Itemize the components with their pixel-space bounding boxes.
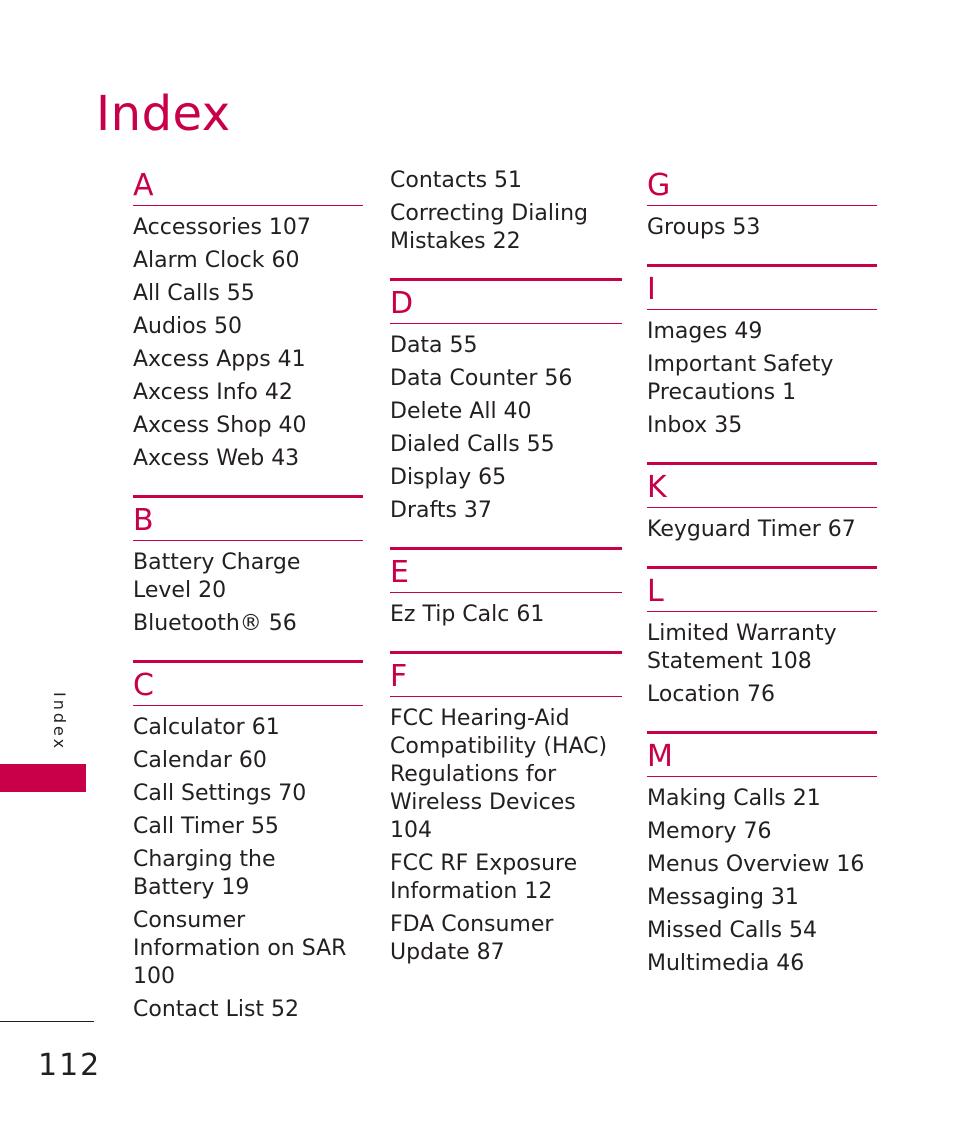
index-entry: Call Timer 55	[133, 814, 279, 839]
index-entry: FCC RF Exposure Information 12	[390, 851, 578, 904]
index-section-e	[390, 547, 622, 629]
index-entry: Contacts 51	[390, 168, 523, 193]
index-entry: Battery Charge Level 20	[133, 550, 301, 603]
index-entry: Making Calls 21	[647, 786, 821, 811]
index-column-2	[390, 165, 622, 989]
index-entry: Memory 76	[647, 819, 772, 844]
index-section-l	[647, 566, 877, 709]
section-letter: A	[133, 165, 363, 206]
index-section-k	[647, 462, 877, 544]
index-entry: Images 49	[647, 319, 763, 344]
section-letter: C	[133, 660, 363, 706]
index-entry: FDA Consumer Update 87	[390, 912, 554, 965]
index-column-3	[647, 165, 877, 1000]
index-entry: FCC Hearing-Aid Compatibility (HAC) Regulations for Wireless Devices 104	[390, 706, 608, 843]
index-entry: Missed Calls 54	[647, 918, 818, 943]
section-letter: L	[647, 566, 877, 612]
side-section-label: Index	[50, 692, 69, 752]
index-entry: Axcess Shop 40	[133, 413, 307, 438]
index-entry: Correcting Dialing Mistakes 22	[390, 201, 588, 254]
index-entry: Menus Overview 16	[647, 852, 865, 877]
index-section-c-continued	[390, 167, 622, 256]
footer-rule	[0, 1021, 94, 1022]
index-section-c	[133, 660, 363, 1024]
index-entry: Charging the Battery 19	[133, 847, 276, 900]
index-entry: Audios 50	[133, 314, 242, 339]
section-letter: M	[647, 731, 877, 777]
index-entry: Axcess Info 42	[133, 380, 293, 405]
side-section-tab	[0, 764, 86, 792]
index-entry: Keyguard Timer 67	[647, 517, 856, 542]
index-entry: Important Safety Precautions 1	[647, 352, 834, 405]
index-entry: Axcess Apps 41	[133, 347, 306, 372]
section-letter: F	[390, 651, 622, 697]
index-entry: Data 55	[390, 333, 478, 358]
index-entry: Accessories 107	[133, 215, 311, 240]
index-section-a	[133, 165, 363, 473]
page-number: 112	[38, 1048, 102, 1083]
section-letter: K	[647, 462, 877, 508]
section-letter: E	[390, 547, 622, 593]
index-entry: Groups 53	[647, 215, 761, 240]
section-letter: I	[647, 264, 877, 310]
index-entry: Location 76	[647, 682, 776, 707]
index-entry: Display 65	[390, 465, 507, 490]
page-title: Index	[96, 86, 231, 143]
index-entry: Inbox 35	[647, 413, 743, 438]
index-entry: Delete All 40	[390, 399, 532, 424]
index-section-m	[647, 731, 877, 978]
index-entry: Bluetooth® 56	[133, 611, 297, 636]
index-entry: All Calls 55	[133, 281, 255, 306]
section-letter: B	[133, 495, 363, 541]
index-entry: Limited Warranty Statement 108	[647, 621, 837, 674]
index-entry: Alarm Clock 60	[133, 248, 300, 273]
index-entry: Contact List 52	[133, 997, 300, 1022]
index-entry: Axcess Web 43	[133, 446, 300, 471]
index-section-i	[647, 264, 877, 440]
index-entry: Calculator 61	[133, 715, 280, 740]
index-section-g	[647, 165, 877, 242]
index-section-b	[133, 495, 363, 638]
index-entry: Multimedia 46	[647, 951, 805, 976]
index-section-f	[390, 651, 622, 967]
section-letter: G	[647, 165, 877, 206]
index-entry: Call Settings 70	[133, 781, 307, 806]
index-entry: Consumer Information on SAR 100	[133, 908, 347, 989]
index-entry: Ez Tip Calc 61	[390, 602, 545, 627]
index-entry: Dialed Calls 55	[390, 432, 555, 457]
index-section-d	[390, 278, 622, 525]
index-entry: Drafts 37	[390, 498, 492, 523]
section-letter: D	[390, 278, 622, 324]
index-entry: Messaging 31	[647, 885, 799, 910]
index-entry: Calendar 60	[133, 748, 267, 773]
index-entry: Data Counter 56	[390, 366, 573, 391]
index-column-1	[133, 165, 363, 1046]
